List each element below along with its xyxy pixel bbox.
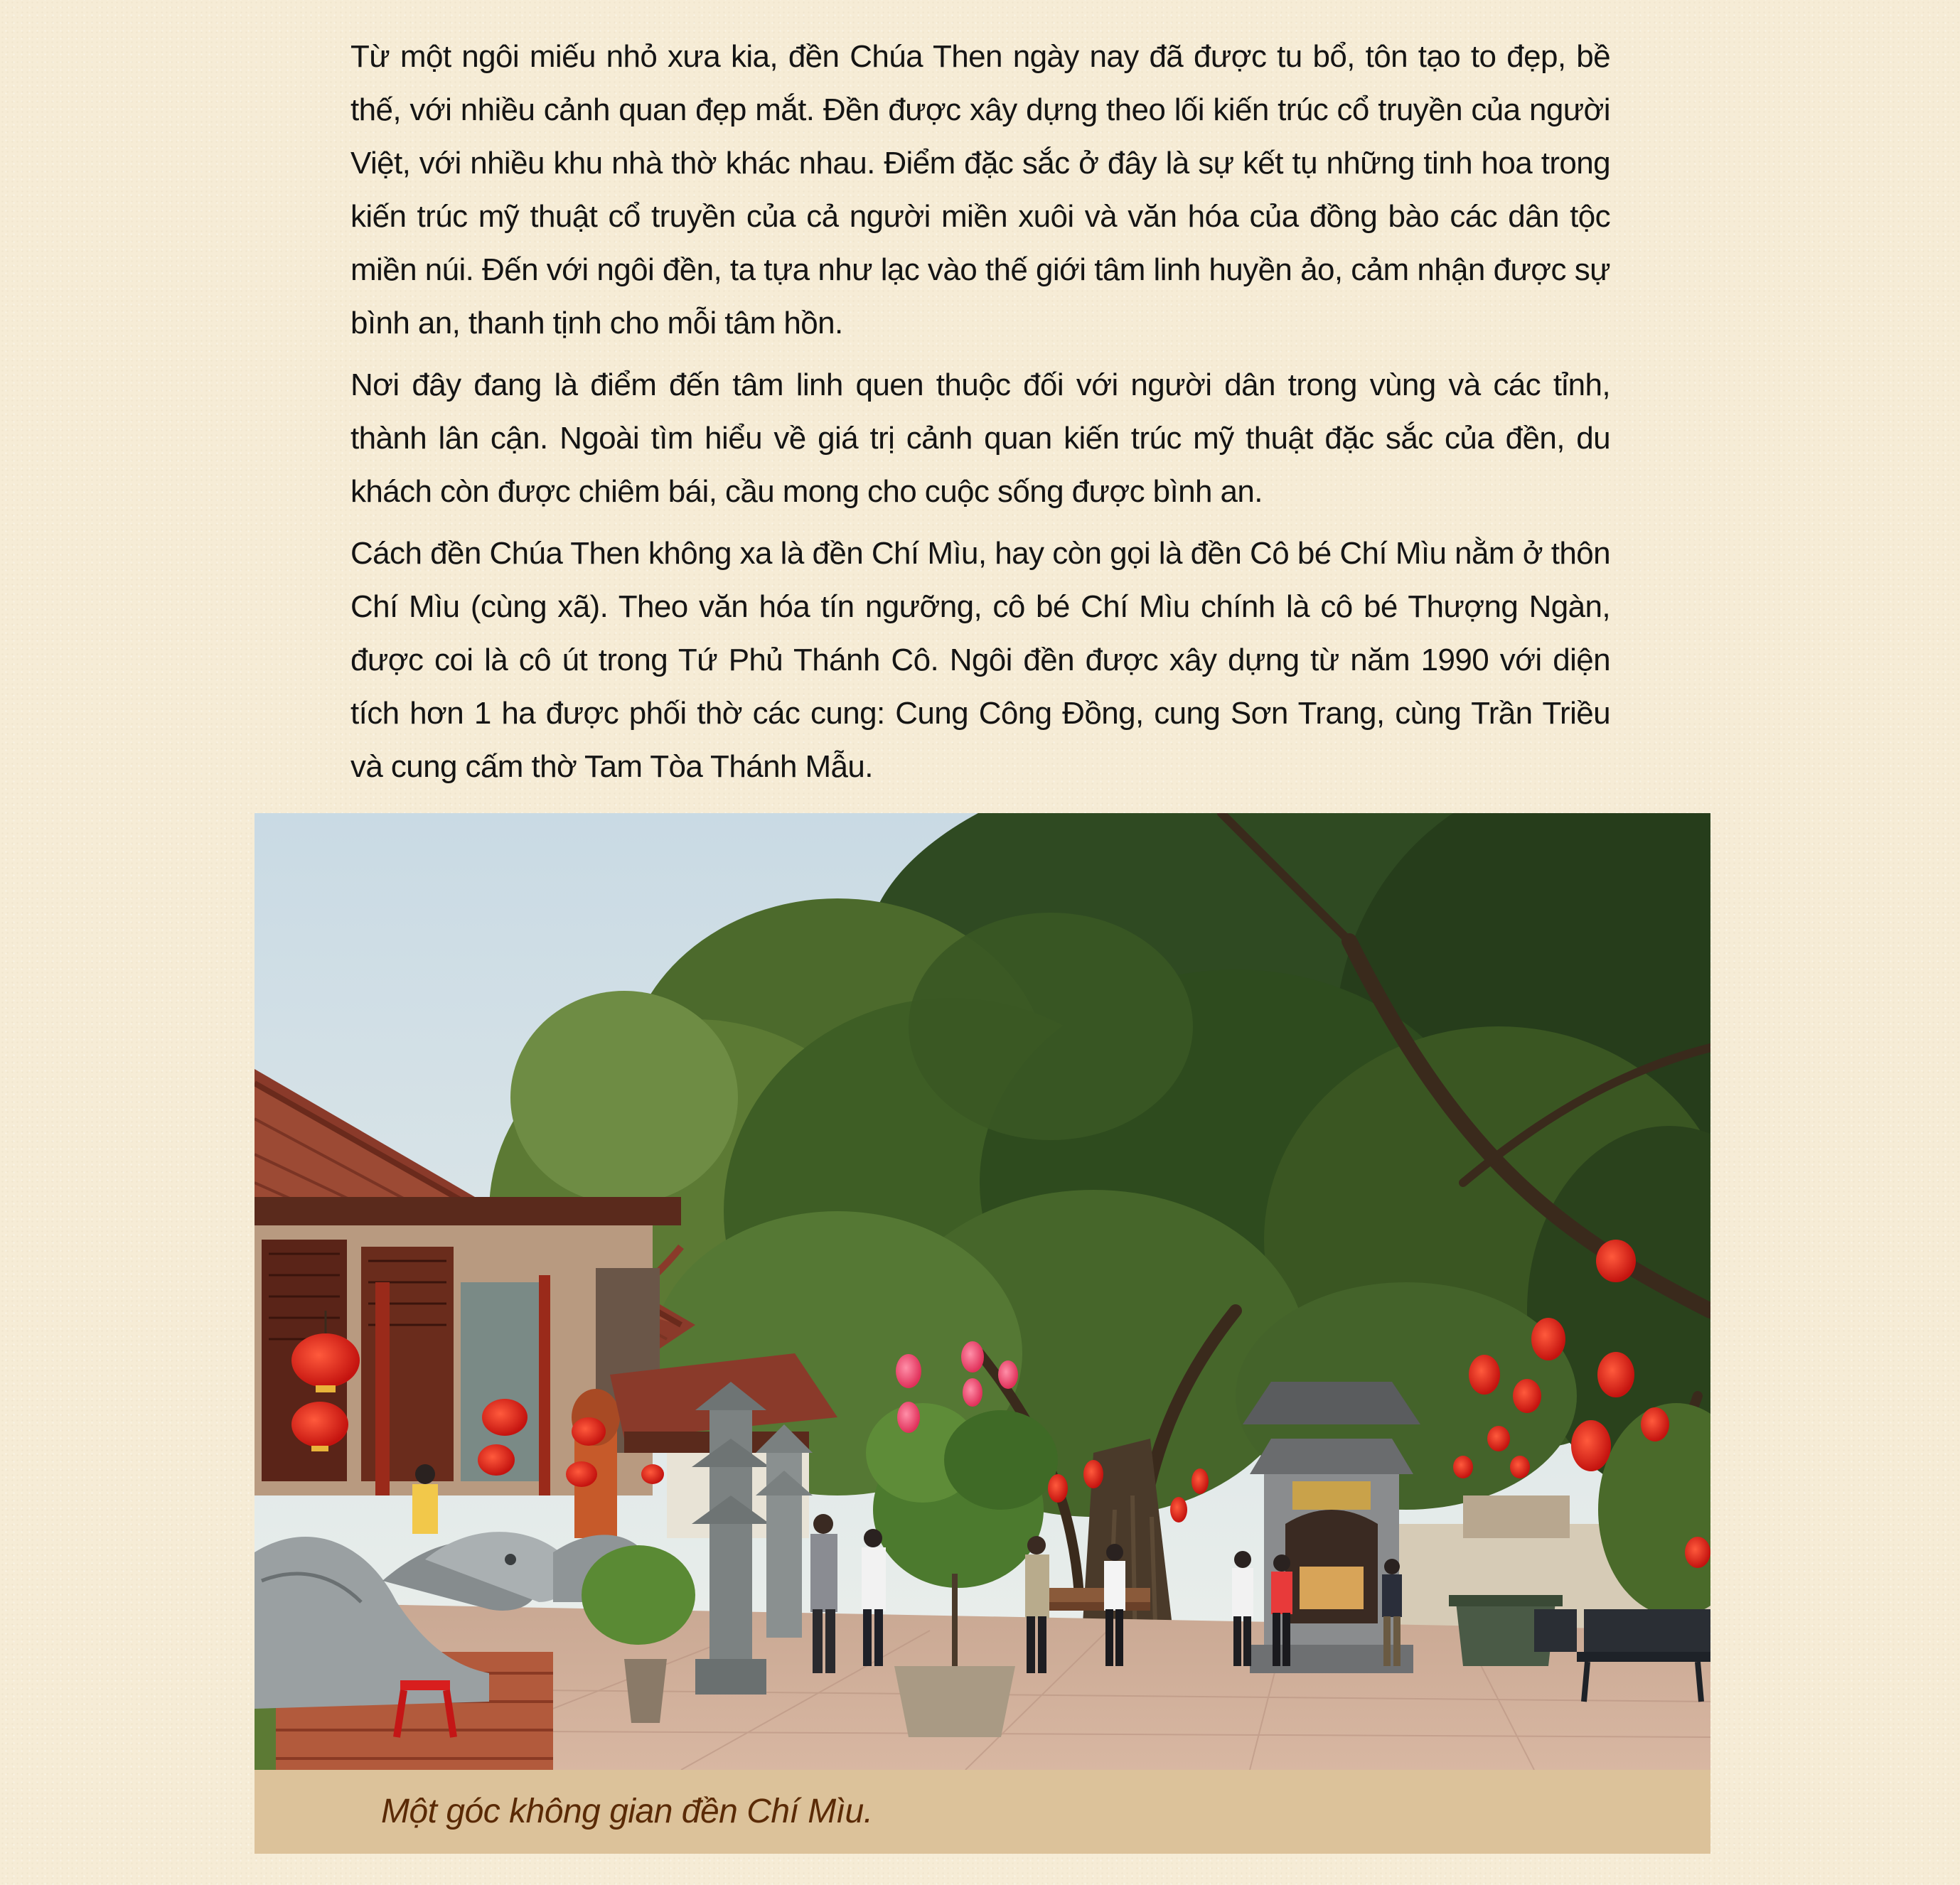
photo-caption: Một góc không gian đền Chí Mìu. [381,1793,873,1830]
paragraph-1: Từ một ngôi miếu nhỏ xưa kia, đền Chúa Then ngày nay đã được tu bổ, tôn tạo to đẹp, bề thế, với nhiều cảnh quan đẹp mắt. Đền được xây dựng theo lối kiến trúc cổ truyền của người Việt, với nhiều khu nhà thờ khác nhau. Điểm đặc sắc ở đây là sự kết tụ những tinh hoa trong kiến trúc mỹ thuật cổ truyền của cả người miền xuôi và văn hóa của đồng bào các dân tộc miền núi. Đến với ngôi đền, ta tựa như lạc vào thế giới tâm linh huyền ảo, cảm nhận được sự bình an, thanh tịnh cho mỗi tâm hồn. [350,39,1610,340]
temple-courtyard-illustration [255,813,1710,1770]
paragraph-2: Nơi đây đang là điểm đến tâm linh quen thuộc đối với người dân trong vùng và các tỉnh, thành lân cận. Ngoài tìm hiểu về giá trị cảnh quan kiến trúc mỹ thuật đặc sắc của đền, du khách còn được chiêm bái, cầu mong cho cuộc sống được bình an. [350,367,1610,509]
temple-photo-figure [255,813,1710,1854]
temple-photo [255,813,1710,1770]
photo-caption-bar [255,1770,1710,1854]
paragraph-3: Cách đền Chúa Then không xa là đền Chí Mìu, hay còn gọi là đền Cô bé Chí Mìu nằm ở thôn Chí Mìu (cùng xã). Theo văn hóa tín ngưỡng, cô bé Chí Mìu chính là cô bé Thượng Ngàn, được coi là cô út trong Tứ Phủ Thánh Cô. Ngôi đền được xây dựng từ năm 1990 với diện tích hơn 1 ha được phối thờ các cung: Cung Công Đồng, cung Sơn Trang, cùng Trần Triều và cung cấm thờ Tam Tòa Thánh Mẫu. [350,536,1610,784]
article-body [350,30,1610,802]
red-stool [400,1680,450,1690]
